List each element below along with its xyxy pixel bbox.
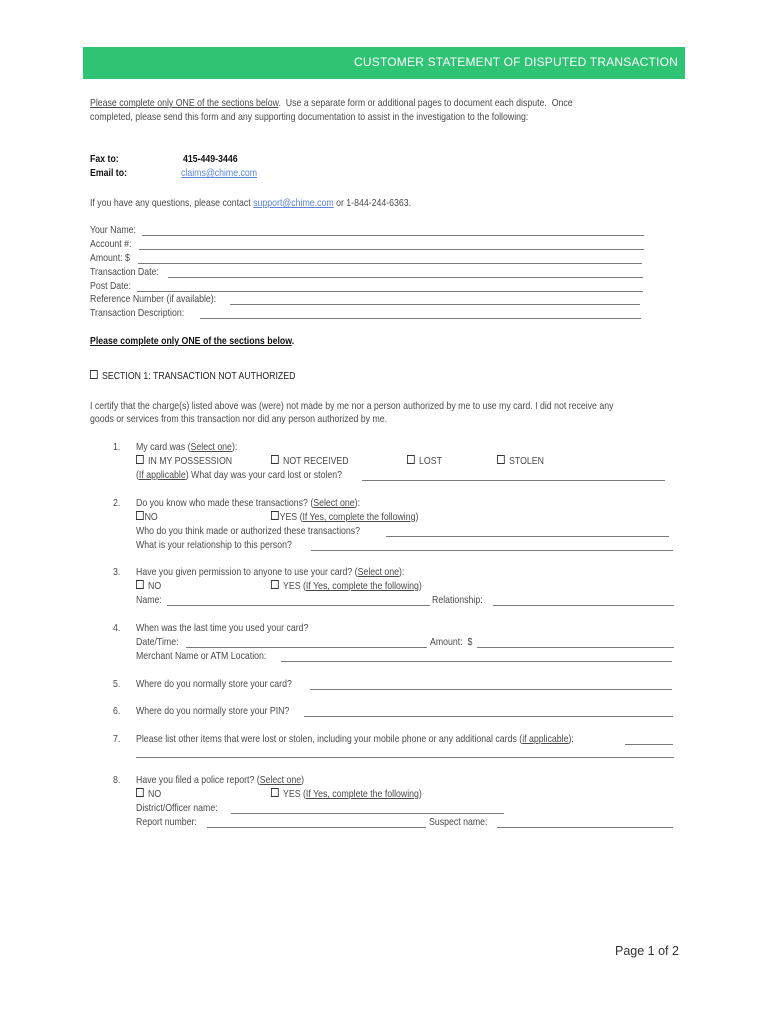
field-post-date: Post Date: (90, 281, 131, 292)
q4-merchant-line[interactable] (281, 661, 672, 662)
q7-answer-line-2[interactable] (136, 757, 674, 758)
field-amount-line[interactable] (138, 263, 642, 264)
q1-opt-not-received-label: NOT RECEIVED (283, 456, 349, 467)
q8-close: ) (301, 775, 305, 786)
section-1-checkbox[interactable] (90, 370, 98, 379)
q2-sub1-line[interactable] (386, 536, 669, 537)
q8-opt-yes[interactable] (271, 788, 422, 802)
support-email-link[interactable]: support@chime.com (253, 198, 334, 209)
q2-sub2-line[interactable] (311, 550, 673, 551)
field-reference-number: Reference Number (if available): (90, 294, 217, 305)
q7-close: ): (568, 734, 574, 745)
intro-line-1 (90, 97, 573, 111)
section-note-text: Please complete only ONE of the sections below (90, 336, 292, 347)
q2-text (136, 497, 360, 511)
q4-amount-line[interactable] (477, 647, 674, 648)
q3-opt-no-label: NO (148, 581, 162, 592)
q8-yes-note: If Yes, complete the following (305, 789, 419, 800)
q3-opt-yes[interactable] (271, 580, 422, 594)
field-post-date-line[interactable] (137, 291, 643, 292)
q1-opt-possession[interactable] (136, 455, 232, 469)
q1-opt-lost-label: LOST (419, 456, 442, 467)
q3-text (136, 566, 404, 580)
field-account-line[interactable] (139, 249, 644, 250)
q3-close: ): (399, 567, 405, 578)
q1-opt-not-received[interactable] (271, 455, 349, 469)
checkbox-icon[interactable] (497, 455, 505, 464)
q2-yes-note: If Yes, complete the following (302, 512, 416, 523)
q6-text: Where do you normally store your PIN? (136, 706, 290, 717)
q1-select: Select one (190, 442, 232, 453)
claims-email-link[interactable]: claims@chime.com (181, 168, 258, 179)
certify-line-2: goods or services from this transaction nor did any person authorized by me. (90, 414, 388, 425)
q3-relationship-label: Relationship: (432, 595, 483, 606)
q8-suspect-line[interactable] (497, 827, 673, 828)
q8-label: Have you filed a police report? ( (136, 775, 260, 786)
q3-select: Select one (357, 567, 400, 578)
q8-opt-yes-label: YES ( (283, 789, 306, 800)
checkbox-icon[interactable] (136, 511, 144, 520)
q4-text: When was the last time you used your card? (136, 623, 309, 634)
field-amount: Amount: $ (90, 253, 130, 264)
q2-opt-yes-label: YES ( (279, 512, 303, 523)
page-number: Page 1 of 2 (615, 944, 679, 958)
field-your-name-line[interactable] (142, 235, 644, 236)
q8-opt-no-label: NO (148, 789, 162, 800)
form-title: CUSTOMER STATEMENT OF DISPUTED TRANSACTION (354, 55, 678, 69)
q3-label: Have you given permission to anyone to use your card? ( (136, 567, 358, 578)
q8-select: Select one (259, 775, 302, 786)
fax-label: Fax to: (90, 154, 119, 165)
checkbox-icon[interactable] (271, 788, 279, 797)
q4-date-label: Date/Time: (136, 637, 179, 648)
questions-pre: If you have any questions, please contact (90, 198, 254, 209)
intro-line-2: completed, please send this form and any supporting documentation to assist in the investigation to the following: (90, 112, 529, 123)
fax-number: 415-449-3446 (183, 154, 238, 165)
questions-line (90, 197, 411, 211)
q3-relationship-line[interactable] (493, 605, 674, 606)
q5-text: Where do you normally store your card? (136, 679, 292, 690)
q3-name-line[interactable] (167, 605, 430, 606)
q8-yes-close: ) (418, 789, 422, 800)
q4-merchant-label: Merchant Name or ATM Location: (136, 651, 267, 662)
intro-underlined: Please complete only ONE of the sections below (90, 98, 279, 109)
section-1-title: SECTION 1: TRANSACTION NOT AUTHORIZED (102, 371, 296, 382)
q5-number: 5. (113, 679, 121, 690)
q2-opt-yes[interactable] (271, 511, 418, 525)
q3-name-label: Name: (136, 595, 162, 606)
field-reference-number-line[interactable] (230, 304, 640, 305)
q2-label: Do you know who made these transactions? ( (136, 498, 314, 509)
q8-report-line[interactable] (207, 827, 426, 828)
certify-line-1: I certify that the charge(s) listed above was (were) not made by me nor a person authorized by me to use my card. I did not receive any (90, 401, 614, 412)
checkbox-icon[interactable] (271, 455, 279, 464)
q2-close: ): (354, 498, 361, 509)
q8-district-label: District/Officer name: (136, 803, 218, 814)
intro-line-1-rest: . Use a separate form or additional pages to document each dispute. Once (278, 98, 573, 109)
checkbox-icon[interactable] (136, 580, 144, 589)
q8-number: 8. (113, 775, 121, 786)
q8-suspect-label: Suspect name: (429, 817, 488, 828)
q2-number: 2. (113, 498, 121, 509)
q2-yes-close: ) (415, 512, 419, 523)
q2-opt-no[interactable] (136, 511, 158, 525)
q2-select: Select one (313, 498, 355, 509)
q4-amount-label: Amount: $ (430, 637, 473, 648)
q1-applicable: If applicable (138, 470, 186, 481)
q2-sub1: Who do you think made or authorized these transactions? (136, 526, 361, 537)
q3-opt-yes-label: YES ( (283, 581, 306, 592)
q7-answer-line-1[interactable] (625, 744, 673, 745)
q1-opt-stolen-label: STOLEN (509, 456, 544, 467)
section-note (90, 335, 294, 349)
field-transaction-date-line[interactable] (168, 277, 643, 278)
field-account: Account #: (90, 239, 132, 250)
q4-date-line[interactable] (186, 647, 427, 648)
q8-district-line[interactable] (231, 813, 504, 814)
q1-answer-line[interactable] (362, 480, 665, 481)
q8-report-label: Report number: (136, 817, 197, 828)
q5-answer-line[interactable] (310, 689, 672, 690)
q3-opt-no[interactable] (136, 580, 161, 594)
email-label: Email to: (90, 168, 128, 179)
q3-yes-close: ) (418, 581, 422, 592)
q1-close: ): (231, 442, 238, 453)
field-transaction-date: Transaction Date: (90, 267, 159, 278)
q3-yes-note: If Yes, complete the following (305, 581, 419, 592)
q8-opt-no[interactable] (136, 788, 161, 802)
q1-followup: (If applicable) What day was your card lost or stolen? (136, 470, 343, 481)
q4-number: 4. (113, 623, 121, 634)
q1-follow-text: ) What day was your card lost or stolen? (185, 470, 343, 481)
field-transaction-description: Transaction Description: (90, 308, 185, 319)
q8-text (136, 774, 304, 788)
q1-label: My card was ( (136, 442, 191, 453)
section-note-period: . (291, 336, 295, 347)
q1-opt-lost[interactable] (407, 455, 442, 469)
field-your-name: Your Name: (90, 225, 136, 236)
checkbox-icon[interactable] (136, 788, 144, 797)
checkbox-icon[interactable] (271, 580, 279, 589)
field-transaction-description-line[interactable] (200, 318, 641, 319)
section-1-heading (90, 370, 295, 384)
q1-opt-stolen[interactable] (497, 455, 544, 469)
q3-number: 3. (113, 567, 121, 578)
questions-post: or 1-844-244-6363. (333, 198, 412, 209)
checkbox-icon[interactable] (136, 455, 144, 464)
q7-text (136, 733, 574, 747)
q6-number: 6. (113, 706, 121, 717)
q7-number: 7. (113, 734, 121, 745)
checkbox-icon[interactable] (407, 455, 415, 464)
q6-answer-line[interactable] (304, 716, 673, 717)
q7-applicable: if applicable (522, 734, 569, 745)
q1-text (136, 441, 237, 455)
checkbox-icon[interactable] (271, 511, 279, 520)
q1-number: 1. (113, 442, 121, 453)
header-bar (83, 47, 685, 79)
q7-label: Please list other items that were lost or stolen, including your mobile phone or any additional cards ( (136, 734, 523, 745)
q2-sub2: What is your relationship to this person? (136, 540, 292, 551)
q2-opt-no-label: NO (144, 512, 158, 523)
q1-opt-possession-label: IN MY POSSESSION (148, 456, 233, 467)
